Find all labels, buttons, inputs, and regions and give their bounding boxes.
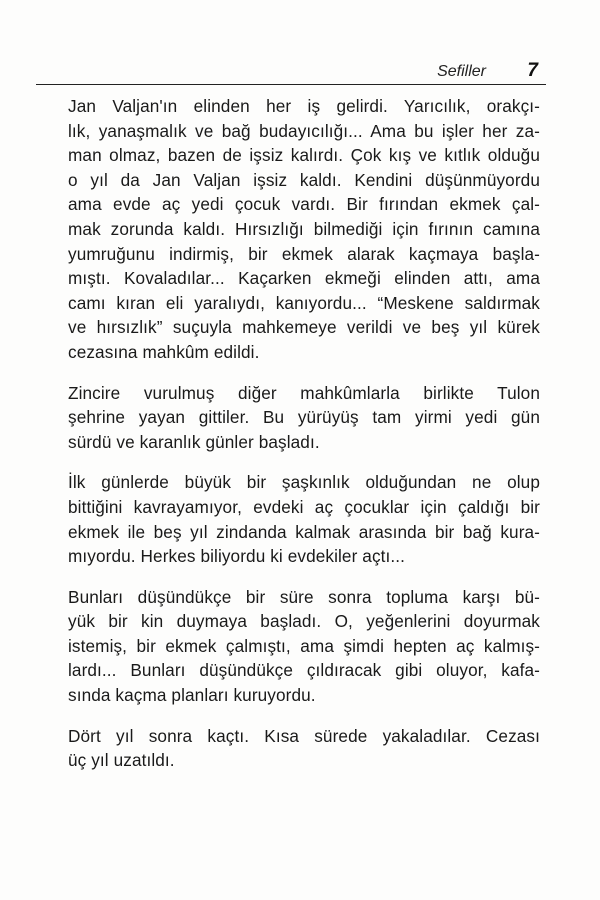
text-line: sında kaçma planları kuruyordu. <box>68 685 316 706</box>
text-line: o yıl da Jan Valjan işsiz kaldı. Kendini düşünmüyordu <box>68 169 540 190</box>
text-line: ekmek ile beş yıl zindanda kalmak arasında bir bağ kura- <box>68 521 540 542</box>
paragraph <box>68 724 540 773</box>
text-line: sürdü ve karanlık günler başladı. <box>68 431 320 452</box>
header-rule <box>36 84 546 85</box>
paragraph <box>68 381 540 455</box>
text-line: yük bir kin duymaya başladı. O, yeğenlerini doyurmak <box>68 611 540 632</box>
text-line: lık, yanaşmalık ve bağ budayıcılığı... Ama bu işler her za- <box>68 120 540 141</box>
text-line: Zincire vurulmuş diğer mahkûmlarla birlikte Tulon <box>68 382 540 403</box>
text-line: mıyordu. Herkes biliyordu ki evdekiler açtı... <box>68 546 406 567</box>
text-line: mıştı. Kovaladılar... Kaçarken ekmeği elinden attı, ama <box>68 268 540 289</box>
text-line: istemiş, bir ekmek çalmıştı, ama şimdi hepten aç kalmış- <box>68 635 540 656</box>
page-number: 7 <box>527 60 538 81</box>
paragraph <box>68 470 540 568</box>
book-title: Sefiller <box>437 63 486 80</box>
body-text <box>68 94 540 773</box>
text-line: lardı... Bunları düşündükçe çıldıracak gibi oluyor, kafa- <box>68 660 540 681</box>
text-line: mak zorunda kaldı. Hırsızlığı bilmediği için fırının camına <box>68 218 540 239</box>
text-line: man olmaz, bazen de işsiz kalırdı. Çok kış ve kıtlık olduğu <box>68 145 540 166</box>
text-line: cezasına mahkûm edildi. <box>68 341 260 362</box>
text-line: ve hırsızlık” suçuyla mahkemeye verildi ve beş yıl kürek <box>68 317 540 338</box>
text-line: Jan Valjan'ın elinden her iş gelirdi. Yarıcılık, orakçı- <box>68 96 540 116</box>
paragraph <box>68 585 540 708</box>
text-line: İlk günlerde büyük bir şaşkınlık olduğundan ne olup <box>68 472 540 493</box>
text-line: Bunları düşündükçe bir süre sonra topluma karşı bü- <box>68 586 540 607</box>
paragraph-gap <box>68 708 540 724</box>
text-line: üç yıl uzatıldı. <box>68 750 175 771</box>
text-line: camı kıran eli yaralıydı, kanıyordu... “Meskene saldırmak <box>68 292 540 313</box>
text-line: yumruğunu indirmiş, bir ekmek alarak kaçmaya başla- <box>68 243 540 264</box>
text-line: şehrine yayan gittiler. Bu yürüyüş tam yirmi yedi gün <box>68 407 540 428</box>
running-header <box>36 62 546 82</box>
paragraph-gap <box>68 569 540 585</box>
paragraph-gap <box>68 365 540 381</box>
text-line: Dört yıl sonra kaçtı. Kısa sürede yakaladılar. Cezası <box>68 725 540 746</box>
text-line: bittiğini kavrayamıyor, evdeki aç çocuklar için çaldığı bir <box>68 496 540 517</box>
text-line: ama evde aç yedi çocuk vardı. Bir fırından ekmek çal- <box>68 194 540 215</box>
paragraph-gap <box>68 454 540 470</box>
paragraph <box>68 94 540 365</box>
